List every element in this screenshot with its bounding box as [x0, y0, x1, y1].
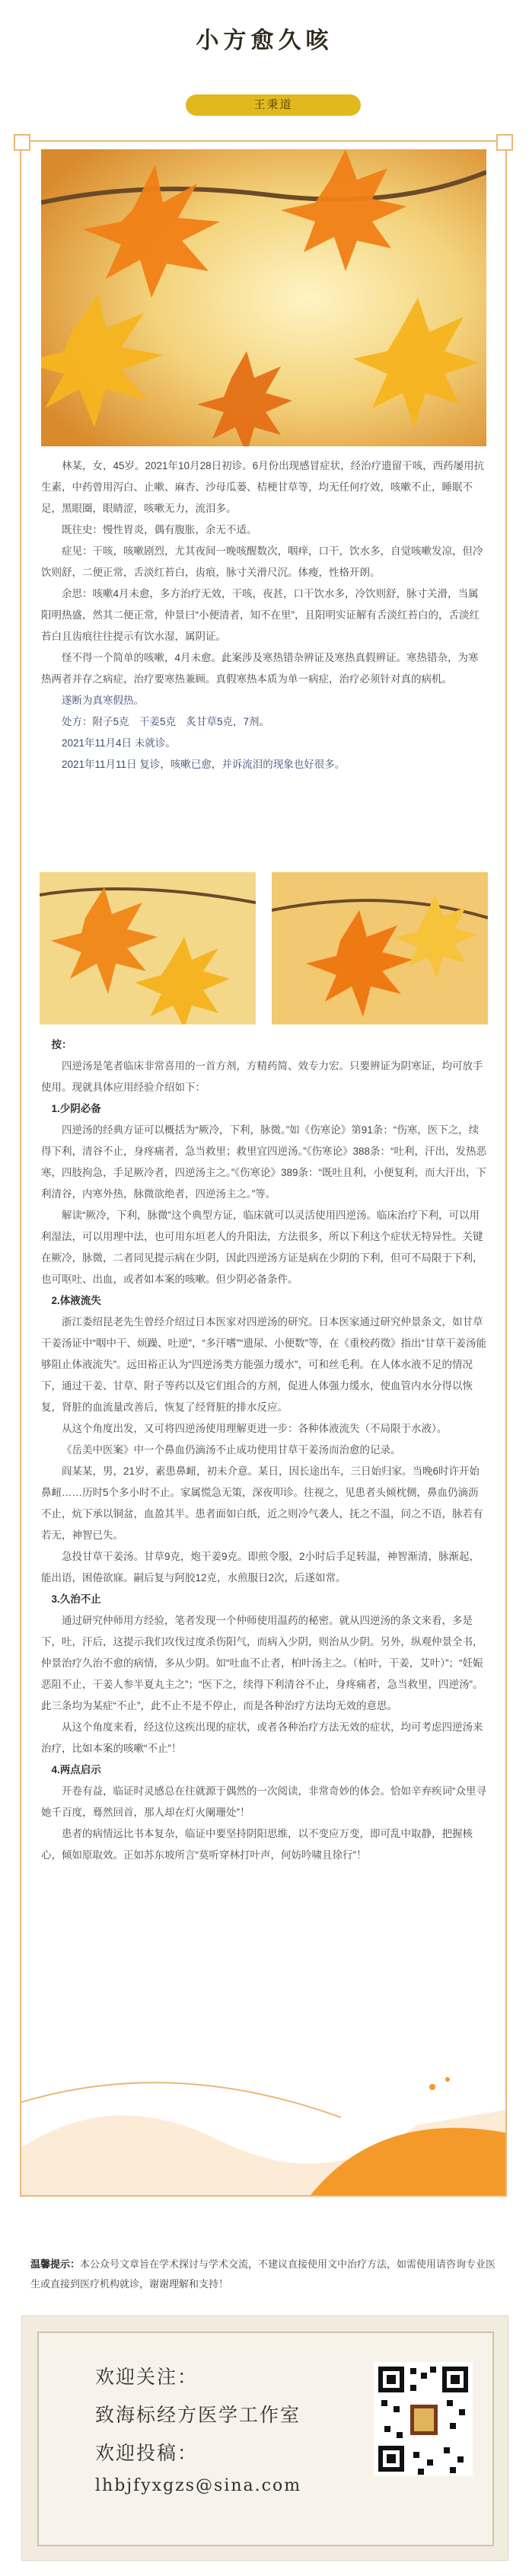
qr-code-icon[interactable] [374, 2362, 473, 2476]
commentary-label: 按： [51, 1039, 72, 1050]
section-heading-2: 2.体液流失 [51, 1295, 101, 1306]
case-paragraph: 余思：咳嗽4月未愈，多方治疗无效，干咳，夜甚，口干饮水多，冷饮则舒，脉寸关滑，当属阳明热盛，然其二便正常，仲景曰“小便清者，知不在里”，且阳明实证解有舌淡红苔白的，舌淡红苔白且齿痕往往提示有饮水湿，属阴证。 [41, 588, 480, 642]
commentary-paragraph: 阎某某，男，21岁，素患鼻衄，初未介意。某日，因长途出车，三日始归家。当晚6时许开始鼻衄……历时5个多小时不止。家属慌急无策，深夜叩诊。往视之，见患者头倾枕侧，鼻血仍滴沥不止，炕下承以铜盆，血盈其半。患者面如白纸，近之则冷气袭人，抚之不温，问之不语，脉若有若无，神智已失。 [41, 1465, 483, 1541]
footer-submit-label: 欢迎投稿： [95, 2442, 199, 2464]
commentary-paragraph: 四逆汤的经典方证可以概括为“厥冷，下利，脉微。”如《伤寒论》第91条：“伤寒，医下之，续得下利，清谷不止，身疼痛者，急当救里；救里宜四逆汤。”《伤寒论》388条：“吐利，汗出，发热恶寒，四肢拘急，手足厥冷者，四逆汤主之。”《伤寒论》389条：“既吐且利，小便复利，而大汗出，下利清谷，内寒外热，脉微欲绝者，四逆汤主之。”等。 [41, 1124, 487, 1200]
case-paragraph: 林某，女，45岁。2021年10月28日初诊。6月份出现感冒症状，经治疗遗留干咳，西药屡用抗生素，中药曾用泻白、止嗽、麻杏、沙母瓜蒌、桔梗甘草等，均无任何疗效，咳嗽不止，睡眠不足，黑眼圈，眼睛涩，咳嗽无力，流泪多。 [41, 460, 485, 514]
hero-maple-image [41, 149, 486, 446]
followup-date: 2021年11月4日 未就诊。 [62, 737, 176, 749]
commentary-paragraph: 四逆汤是笔者临床非常喜用的一首方剂，方精药简、效专力宏。只要辨证为阴寒证，均可放手使用。现就具体应用经验介绍如下： [41, 1060, 483, 1093]
case-paragraph: 既往史：慢性胃炎，偶有腹胀，余无不适。 [62, 524, 257, 535]
author-badge: 王秉道 [186, 94, 361, 116]
section-heading-1: 1.少阴必备 [51, 1103, 101, 1114]
case-section [41, 455, 486, 775]
frame-corner-tl [14, 134, 30, 151]
commentary-paragraph: 浙江娄绍昆老先生曾经介绍过日本医家对四逆汤的研究。日本医家通过研究仲景条文，如甘草干姜汤证中“咽中干、烦躁、吐逆”，“多汗嗜”“遗尿、小便数”等，在《重校药徵》指出“甘草干姜汤能够阻止体液流失”。远田裕正认为“四逆汤类方能强力缓水”，可和丝毛利。在人体水液不足的情况下，通过干姜、甘草、附子等药以及它们组合的方剂，促进人体强力缓水，使血管内水分得以恢复，肾脏的血流量改善后，恢复了经肾脏的排水反应。 [41, 1316, 486, 1413]
followup-date: 2021年11月11日 复诊，咳嗽已愈，并诉流泪的现象也好很多。 [62, 759, 346, 770]
case-paragraph: 遂断为真寒假热。 [62, 695, 144, 706]
commentary-paragraph: 从这个角度来看，经这位这疾出现的症状，或者各种治疗方法无效的症状，均可考虑四逆汤来治疗，比如本案的咳嗽“不止”！ [41, 1721, 483, 1754]
commentary-section [41, 1034, 486, 1866]
commentary-paragraph: 通过研究仲师用方经验，笔者发现一个仲师使用温药的秘密。就从四逆汤的条文来看，多是下，吐，汗后，这提示我们攻伐过度杀伤阳气，而病入少阴，则治从少阴。另外，纵观仲景全书，仲景治疗久治不愈的病情，多从少阴。如“吐血不止者，柏叶汤主之。（柏叶，干姜，艾叶）”；“妊娠恶阻不止，干姜人参半夏丸主之”；“医下之，续得下利清谷不止，身疼痛者，急当救里，四逆汤”。此三条均为某症“不止”，此不止不是不停止，而是各种治疗方法均无效的意思。 [41, 1615, 483, 1711]
frame-corner-tr [496, 134, 513, 151]
maple-thumb-left [40, 872, 256, 1024]
decorative-wave [21, 1996, 505, 2195]
commentary-paragraph: 急投甘草干姜汤。甘草9克，炮干姜9克。即煎令服，2小时后手足转温，神智渐清，脉渐起，能出语，困倦欲寐。嗣后复与阿胶12克，水煎服日2次，后遂如常。 [41, 1551, 480, 1584]
thumbnail-row [40, 872, 488, 1024]
commentary-paragraph: 解读“厥冷，下利，脉微”这个典型方证，临床就可以灵活使用四逆汤。临床治疗下利，可以用利湿法，可以用理中法，也可用东垣老人的升阳法，方法很多，所以下利这个症状无特异性。关键在厥冷，脉微，二者同见提示病在少阴，因此四逆汤方证是病在少阴的下利，但可不局限于下利，也可呕吐、出血，或者如本案的咳嗽。但少阴必备条件。 [41, 1210, 483, 1285]
section-heading-3: 3.久治不止 [51, 1593, 101, 1605]
section-heading-4: 4.两点启示 [51, 1764, 101, 1775]
prescription: 处方：附子5克 干姜5克 炙甘草5克，7剂。 [62, 716, 270, 727]
footer-studio-name: 致海标经方医学工作室 [95, 2404, 301, 2426]
warm-tip-label: 温馨提示： [30, 2258, 81, 2270]
footer-follow-label: 欢迎关注： [95, 2366, 199, 2388]
case-paragraph: 怪不得一个简单的咳嗽，4月未愈。此案涉及寒热错杂辨证及寒热真假辨证。寒热错杂，为寒热两者并存之病症，治疗要寒热兼顾。真假寒热本质为单一病症，治疗必须针对真的病机。 [41, 652, 479, 685]
commentary-paragraph: 开卷有益，临证时灵感总在往就源于偶然的一次阅读，非常奇妙的体会。恰如辛弃疾词“众里寻她千百度，蓦然回首，那人却在灯火阑珊处”！ [41, 1785, 486, 1818]
case-paragraph: 症见：干咳，咳嗽剧烈，尤其夜间一晚咳醒数次，咽痒，口干，饮水多，自觉咳嗽发凉，但冷饮则舒，二便正常，舌淡红苔白，齿痕，脉寸关滑尺沉。体瘦，性格开朗。 [41, 545, 483, 578]
commentary-paragraph: 从这个角度出发，又可将四逆汤使用理解更进一步：各种体液流失（不局限于水液）。 [62, 1423, 448, 1434]
footer-card [21, 2316, 508, 2561]
footer-inner-frame [37, 2332, 494, 2546]
commentary-paragraph: 患者的病情远比书本复杂，临证中要坚持阴阳思维，以不变应万变，即可乱中取静，把握核心，倾如原取效。正如苏东坡所言“莫听穿林打叶声，何妨吟啸且徐行”！ [41, 1828, 473, 1861]
article-title: 小方愈久咳 [196, 28, 333, 53]
commentary-paragraph: 《岳美中医案》中一个鼻血仍滴汤不止成功使用甘草干姜汤而治愈的记录。 [62, 1444, 401, 1456]
warm-tip [30, 2255, 502, 2294]
warm-tip-text: 本公众号文章旨在学术探讨与学术交流，不建议直接使用文中治疗方法，如需使用请咨询专业医生或直接到医疗机构就诊，谢谢理解和支持！ [30, 2258, 496, 2290]
footer-email[interactable]: lhbjfyxgzs@sina.com [95, 2476, 302, 2495]
maple-thumb-right [272, 872, 488, 1024]
